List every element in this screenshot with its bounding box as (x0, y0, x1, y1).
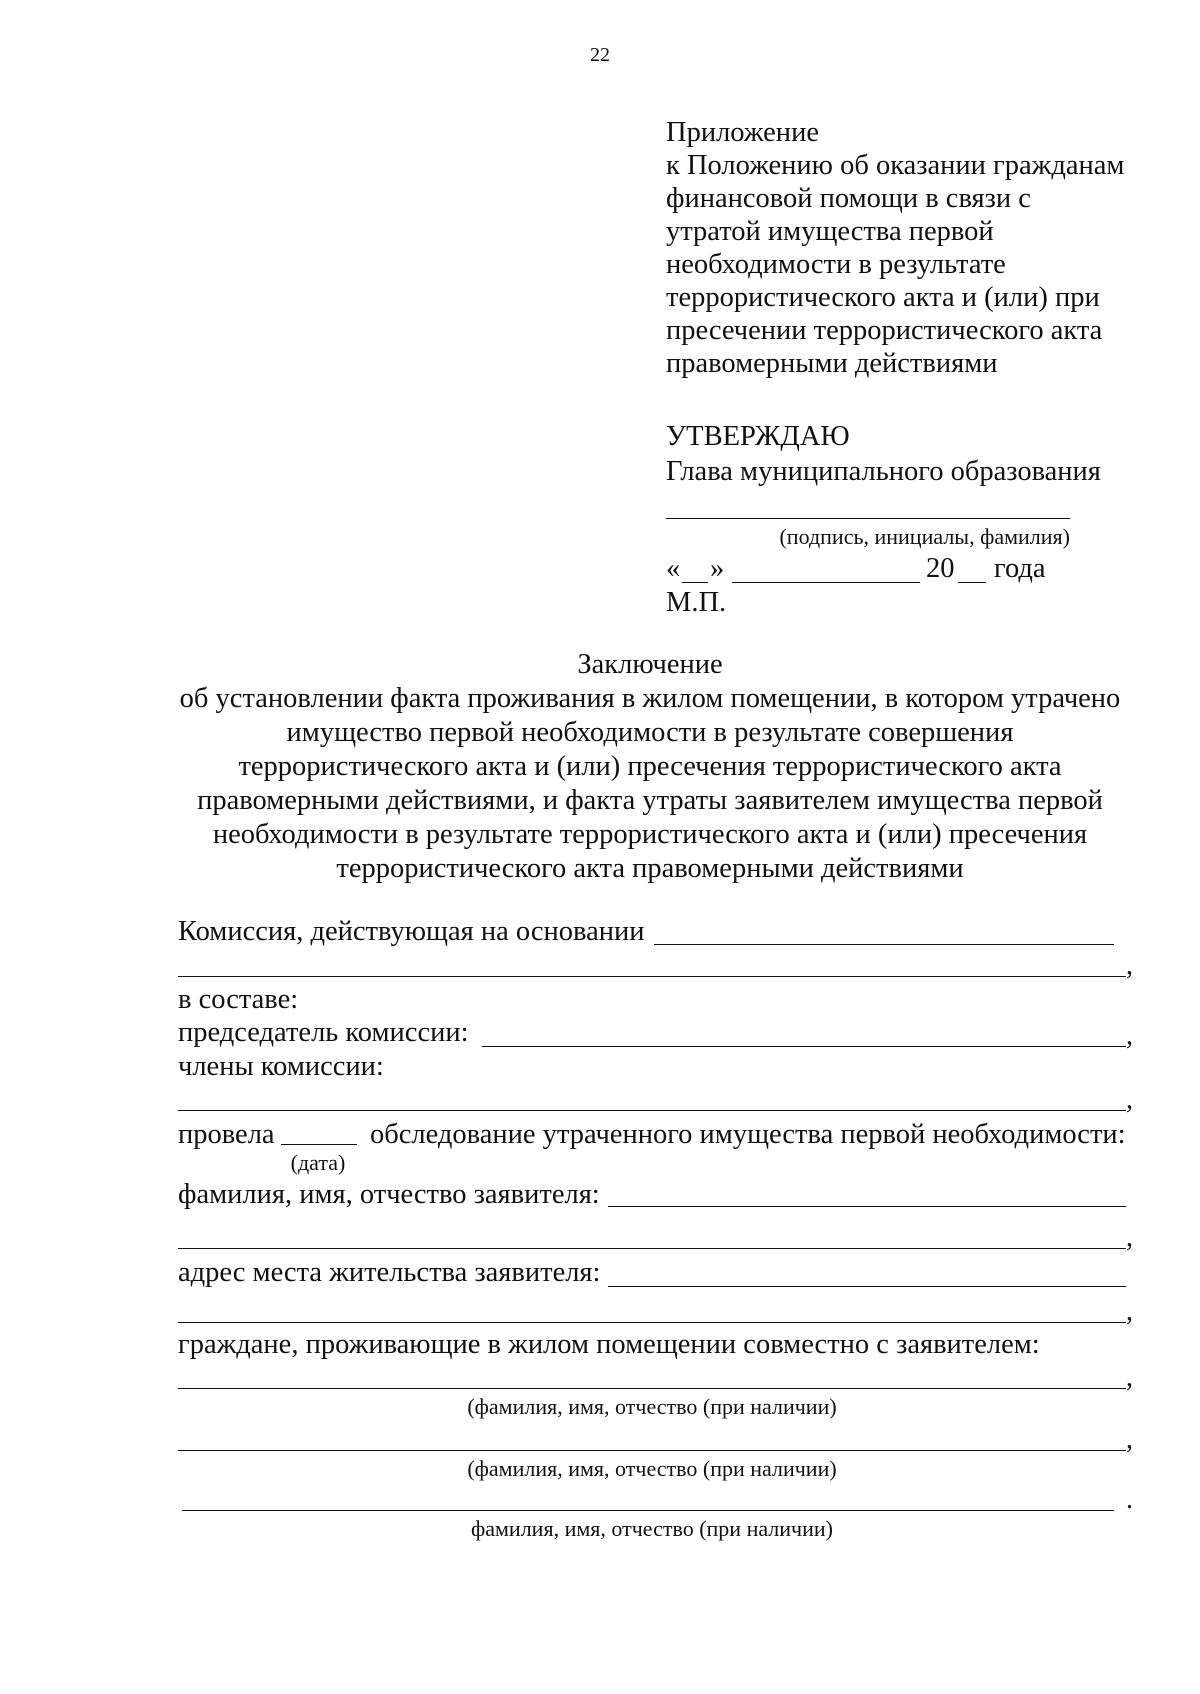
trailing-comma: , (1126, 1222, 1133, 1253)
name-caption: фамилия, имя, отчество (при наличии) (470, 1516, 833, 1541)
trailing-comma: , (1126, 1362, 1133, 1393)
day-line (682, 582, 708, 583)
title-line: правомерными действиями, и факта утраты заявителем имущества первой (197, 785, 1103, 816)
title-line: террористического акта правомерными действиями (336, 853, 964, 884)
chairman-field[interactable] (482, 1046, 1126, 1047)
commission-basis-field-2[interactable] (178, 976, 1126, 977)
cohabitant-name-field[interactable] (178, 1450, 1126, 1451)
title-line: об установлении факта проживания в жилом помещении, в котором утрачено (179, 683, 1121, 714)
title-line: необходимости в результате террористического акта и (или) пресечения (212, 819, 1088, 850)
applicant-address-field-2[interactable] (178, 1322, 1126, 1323)
appendix-line: правомерными действиями (666, 348, 998, 379)
trailing-comma: , (1126, 1084, 1133, 1115)
trailing-comma: , (1126, 950, 1133, 981)
page-number: 22 (590, 44, 610, 66)
appendix-line: террористического акта и (или) при (666, 282, 1100, 313)
title-line: террористического акта и (или) пресечения террористического акта (238, 751, 1062, 782)
approval-position: Глава муниципального образования (666, 456, 1101, 487)
applicant-name-field-2[interactable] (178, 1248, 1126, 1249)
appendix-line: Приложение (666, 117, 819, 148)
applicant-name-label: фамилия, имя, отчество заявителя: (178, 1179, 600, 1210)
applicant-name-field[interactable] (608, 1206, 1126, 1207)
appendix-note (666, 116, 1124, 380)
year-line (958, 582, 986, 583)
composition-label: в составе: (178, 984, 299, 1015)
cohabitant-name-field[interactable] (178, 1388, 1126, 1389)
trailing-comma: , (1126, 1296, 1133, 1327)
appendix-line: к Положению об оказании гражданам (666, 150, 1125, 181)
appendix-line: пресечении террористического акта (666, 315, 1103, 346)
chairman-label: председатель комиссии: (178, 1017, 469, 1048)
name-caption: (фамилия, имя, отчество (при наличии) (467, 1394, 837, 1419)
approval-heading: УТВЕРЖДАЮ (666, 421, 850, 452)
appendix-line: необходимости в результате (666, 249, 1006, 280)
year-prefix: 20 (926, 553, 955, 584)
date-caption: (дата) (290, 1150, 346, 1175)
title-heading: Заключение (577, 649, 723, 680)
month-line (732, 582, 920, 583)
trailing-period: . (1126, 1484, 1133, 1515)
date-close-quote: » (710, 553, 725, 584)
cohabitants-label: граждане, проживающие в жилом помещении совместно с заявителем: (178, 1329, 1040, 1360)
commission-basis-field[interactable] (654, 944, 1114, 945)
commission-basis-label: Комиссия, действующая на основании (178, 916, 645, 947)
members-field[interactable] (178, 1110, 1126, 1111)
members-label: члены комиссии: (178, 1051, 384, 1082)
survey-label: обследование утраченного имущества первой необходимости: (370, 1119, 1126, 1150)
year-suffix: года (994, 553, 1046, 584)
applicant-address-field[interactable] (608, 1286, 1126, 1287)
title-line: имущество первой необходимости в результате совершения (286, 717, 1014, 748)
trailing-comma: , (1126, 1020, 1133, 1051)
date-open-quote: « (666, 553, 681, 584)
applicant-address-label: адрес места жительства заявителя: (178, 1257, 601, 1288)
name-caption: (фамилия, имя, отчество (при наличии) (467, 1456, 837, 1481)
appendix-line: финансовой помощи в связи с (666, 183, 1031, 214)
appendix-line: утратой имущества первой (666, 216, 994, 247)
document-title (150, 648, 1150, 886)
signature-caption: (подпись, инициалы, фамилия) (779, 524, 1070, 549)
trailing-comma: , (1126, 1424, 1133, 1455)
seal-mark: М.П. (666, 587, 727, 618)
conducted-label: провела (178, 1119, 275, 1150)
survey-date-field[interactable] (281, 1144, 357, 1145)
cohabitant-name-field[interactable] (182, 1510, 1114, 1511)
signature-line (666, 518, 1070, 519)
